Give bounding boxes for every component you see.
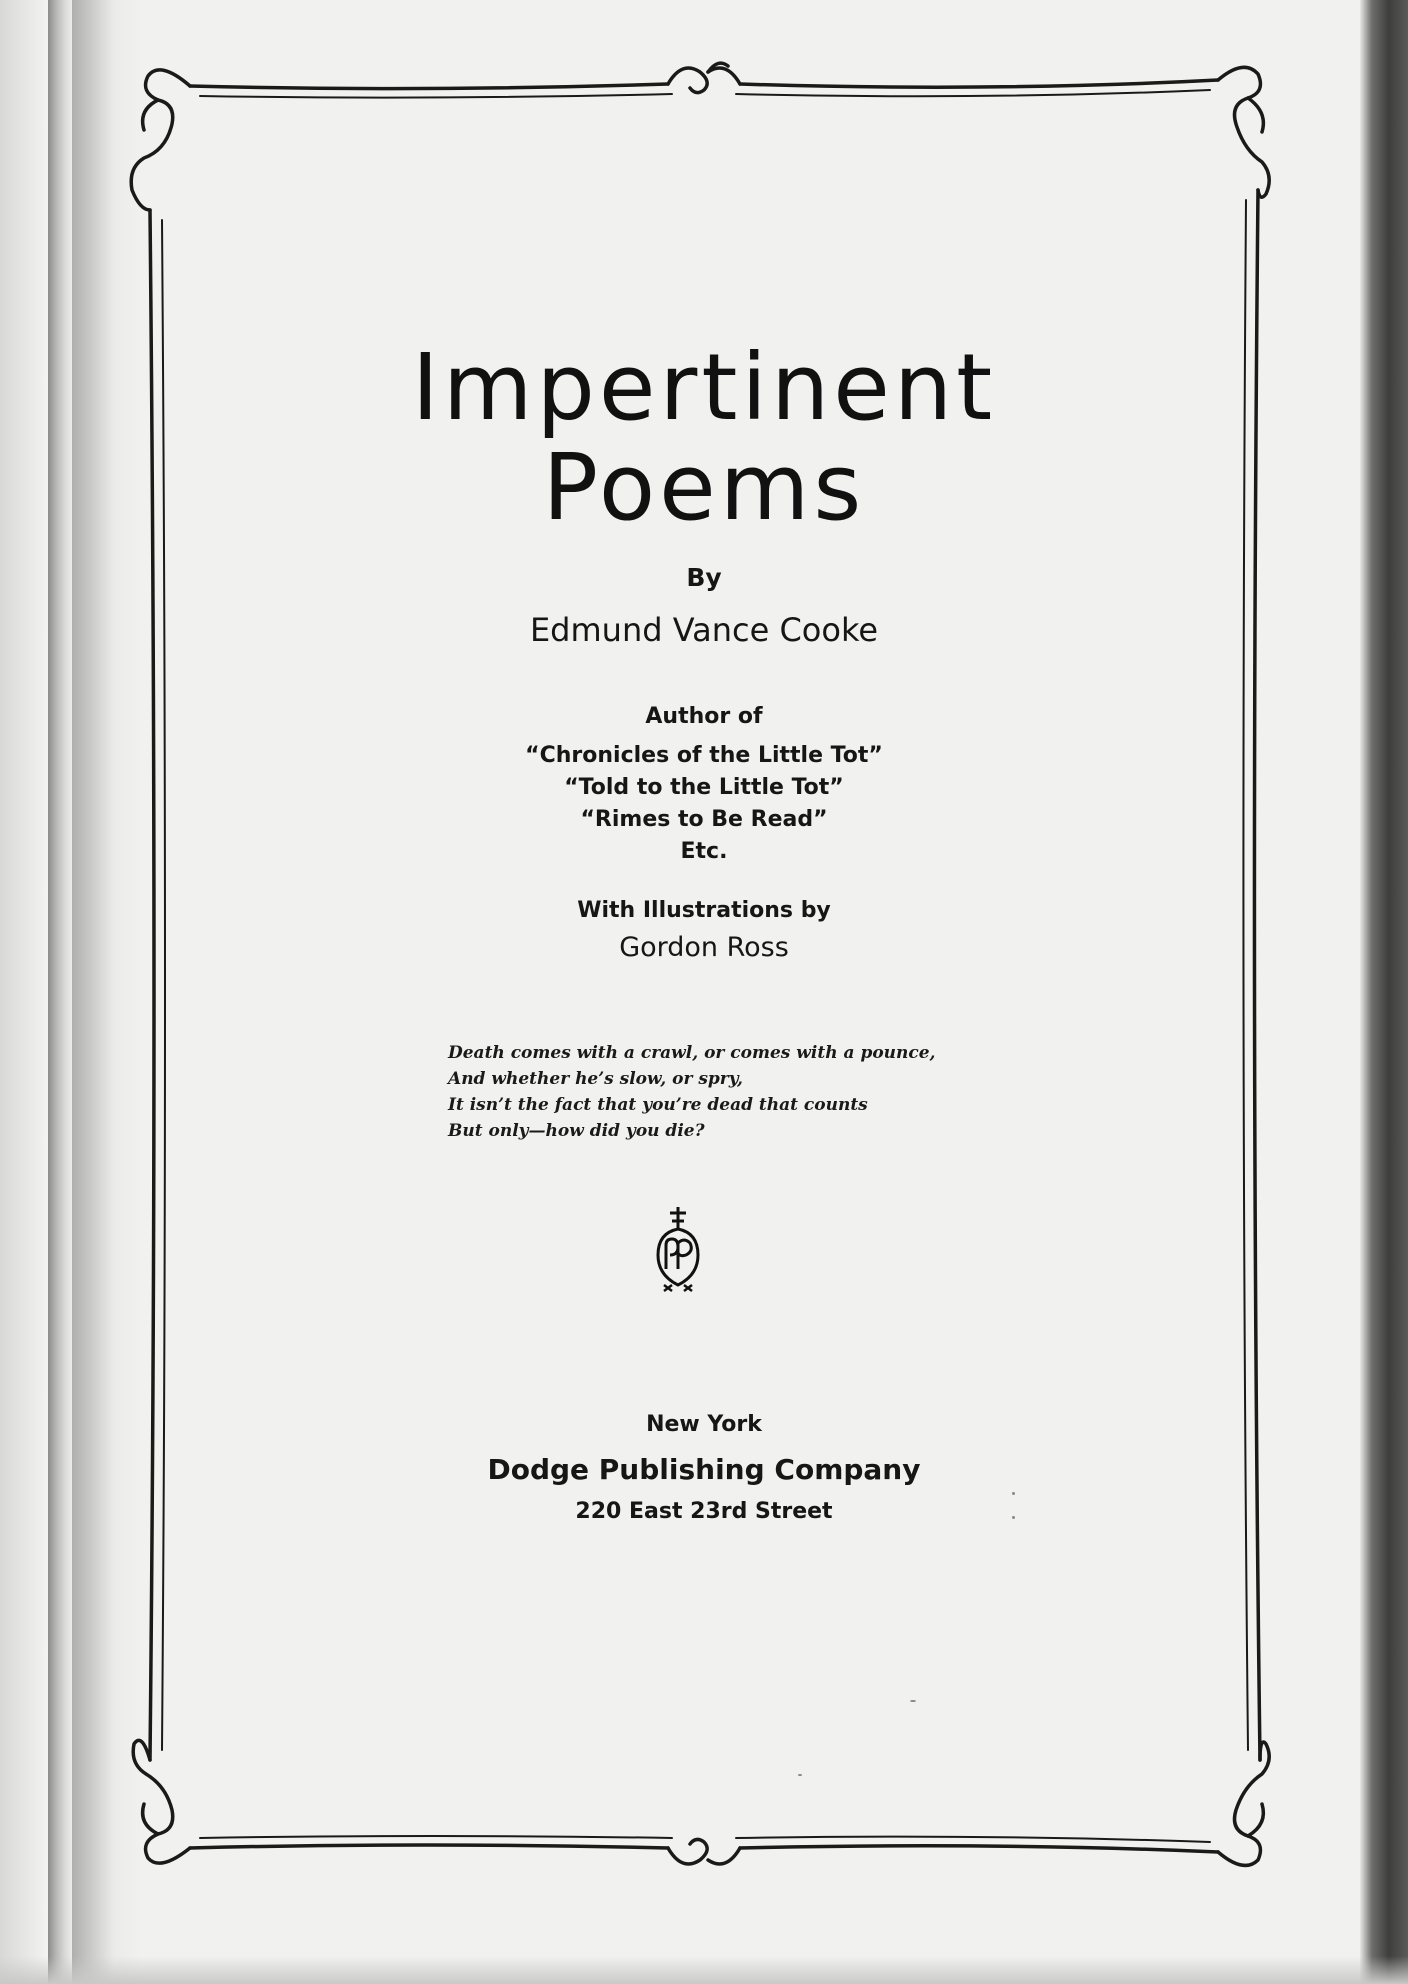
publisher-name: Dodge Publishing Company	[487, 1453, 921, 1486]
scan-speck	[798, 1774, 802, 1776]
epigraph	[448, 1040, 1008, 1144]
other-work-item: “Chronicles of the Little Tot”	[525, 743, 883, 768]
illustrator-name: Gordon Ross	[619, 932, 789, 963]
epigraph-line: And whether he’s slow, or spry,	[448, 1069, 743, 1089]
other-work-item: Etc.	[680, 839, 728, 864]
epigraph-line: It isn’t the fact that you’re dead that counts	[448, 1095, 868, 1115]
publisher-device-icon	[650, 1205, 706, 1293]
imprint-city: New York	[646, 1412, 762, 1437]
scan-speck	[1012, 1492, 1015, 1495]
epigraph-line: Death comes with a crawl, or comes with a pounce,	[448, 1043, 936, 1063]
author-name: Edmund Vance Cooke	[529, 611, 879, 649]
byline-by: By	[686, 563, 722, 592]
book-title-line-2: Poems	[542, 434, 866, 541]
publisher-address: 220 East 23rd Street	[575, 1499, 833, 1524]
scan-speck	[910, 1700, 916, 1702]
page-bottom-shadow	[0, 1956, 1408, 1984]
epigraph-line: But only—how did you die?	[448, 1121, 705, 1141]
other-work-item: “Told to the Little Tot”	[564, 775, 844, 800]
other-works-heading: Author of	[645, 704, 763, 729]
scan-speck	[1012, 1516, 1015, 1519]
other-work-item: “Rimes to Be Read”	[580, 807, 828, 832]
book-title-line-1: Impertinent	[411, 334, 997, 441]
illustrations-label: With Illustrations by	[577, 898, 831, 923]
other-works-list	[0, 740, 1408, 868]
